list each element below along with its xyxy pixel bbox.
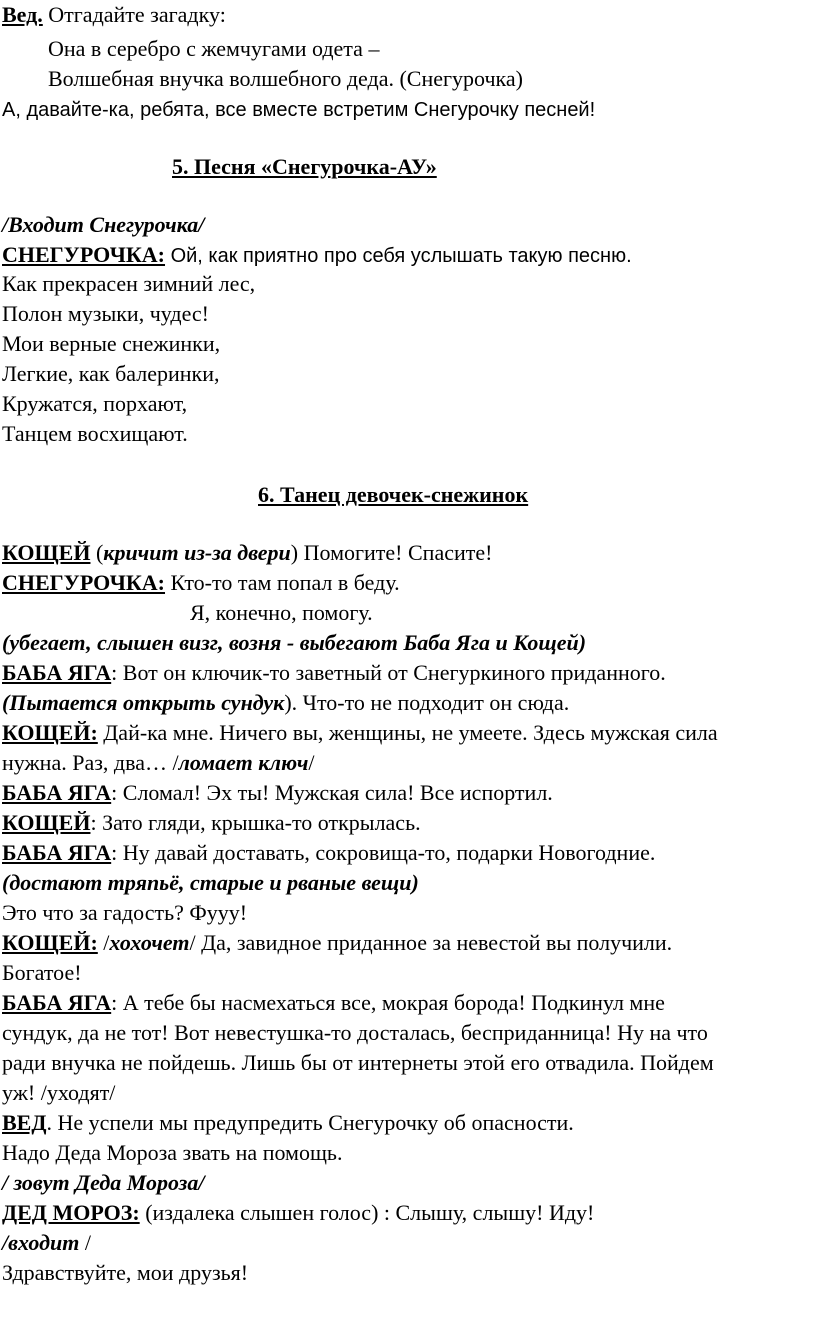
speaker-baba-yaga: БАБА ЯГА [2, 780, 112, 805]
line-koschei-2: КОЩЕЙ: Дай-ка мне. Ничего вы, женщины, не умеете. Здесь мужская сила [2, 720, 718, 745]
line-riddle-1: Она в серебро с жемчугами одета – [48, 36, 380, 61]
line-baba-yaga-1: БАБА ЯГА: Вот он ключик-то заветный от Снегуркиного приданного. [2, 660, 666, 685]
line-ved-3: Надо Деда Мороза звать на помощь. [2, 1140, 343, 1165]
line-snegurochka-2: СНЕГУРОЧКА: Кто-то там попал в беду. [2, 570, 400, 595]
speaker-baba-yaga: БАБА ЯГА [2, 840, 112, 865]
verse-line-2: Полон музыки, чудес! [2, 301, 209, 326]
speaker-snegurochka: СНЕГУРОЧКА: [2, 242, 166, 267]
line-baba-yaga-7: сундук, да не тот! Вот невестушка-то досталась, бесприданница! Ну на что [2, 1020, 708, 1045]
line-koschei-1: КОЩЕЙ (кричит из-за двери) Помогите! Спасите! [2, 540, 493, 565]
line-ved-2: ВЕД. Не успели мы предупредить Снегурочку об опасности. [2, 1110, 574, 1135]
speaker-koschei: КОЩЕЙ: [2, 720, 98, 745]
line-riddle-intro: Вед. Отгадайте загадку: [2, 2, 226, 27]
stage-direction-enter: /Входит Снегурочка/ [2, 212, 205, 237]
speaker-ved: Вед. [2, 2, 43, 27]
verse-line-4: Легкие, как балеринки, [2, 361, 220, 386]
verse-line-6: Танцем восхищают. [2, 421, 188, 446]
speaker-koschei: КОЩЕЙ: [2, 930, 98, 955]
verse-line-1: Как прекрасен зимний лес, [2, 271, 256, 296]
line-ded-moroz-2: Здравствуйте, мои друзья! [2, 1260, 249, 1285]
line-riddle-2: Волшебная внучка волшебного деда. (Снегурочка) [48, 66, 523, 91]
speaker-koschei: КОЩЕЙ [2, 540, 91, 565]
line-baba-yaga-8: ради внучка не пойдешь. Лишь бы от интернеты этой его отвадила. Пойдем [2, 1050, 714, 1075]
line-koschei-6: Богатое! [2, 960, 82, 985]
verse-line-5: Кружатся, порхают, [2, 391, 188, 416]
line-baba-yaga-5: Это что за гадость? Фууу! [2, 900, 248, 925]
speaker-baba-yaga: БАБА ЯГА [2, 660, 112, 685]
line-baba-yaga-9: уж! /уходят/ [2, 1080, 116, 1105]
heading-dance-6: 6. Танец девочек-снежинок [258, 482, 529, 507]
line-invite-song: А, давайте-ка, ребята, все вместе встретим Снегурочку песней! [2, 99, 596, 121]
line-koschei-3: нужна. Раз, два… /ломает ключ/ [2, 750, 315, 775]
stage-direction-rags: (достают тряпьё, старые и рваные вещи) [2, 870, 419, 895]
speaker-snegurochka: СНЕГУРОЧКА: [2, 570, 166, 595]
speaker-ved: ВЕД [2, 1110, 47, 1135]
line-ded-moroz-1: ДЕД МОРОЗ: (издалека слышен голос) : Слышу, слышу! Иду! [2, 1200, 595, 1225]
line-koschei-4: КОЩЕЙ: Зато гляди, крышка-то открылась. [2, 810, 421, 835]
speaker-baba-yaga: БАБА ЯГА [2, 990, 112, 1015]
verse-line-3: Мои верные снежинки, [2, 331, 221, 356]
line-snegurochka-3: Я, конечно, помогу. [190, 600, 373, 625]
line-koschei-5: КОЩЕЙ: /хохочет/ Да, завидное приданное за невестой вы получили. [2, 930, 673, 955]
stage-direction-enters: /входит / [2, 1230, 91, 1255]
line-baba-yaga-2: (Пытается открыть сундук). Что-то не подходит он сюда. [2, 690, 570, 715]
speaker-ded-moroz: ДЕД МОРОЗ: [2, 1200, 140, 1225]
stage-direction-call: / зовут Деда Мороза/ [2, 1170, 205, 1195]
heading-song-5: 5. Песня «Снегурочка-АУ» [172, 154, 437, 179]
line-baba-yaga-4: БАБА ЯГА: Ну давай доставать, сокровища-то, подарки Новогодние. [2, 840, 656, 865]
line-snegurochka-1: СНЕГУРОЧКА: Ой, как приятно про себя услышать такую песню. [2, 242, 632, 267]
line-baba-yaga-3: БАБА ЯГА: Сломал! Эх ты! Мужская сила! Все испортил. [2, 780, 553, 805]
speaker-koschei: КОЩЕЙ [2, 810, 91, 835]
stage-direction-run: (убегает, слышен визг, возня - выбегают Баба Яга и Кощей) [2, 630, 587, 655]
line-baba-yaga-6: БАБА ЯГА: А тебе бы насмехаться все, мокрая борода! Подкинул мне [2, 990, 665, 1015]
